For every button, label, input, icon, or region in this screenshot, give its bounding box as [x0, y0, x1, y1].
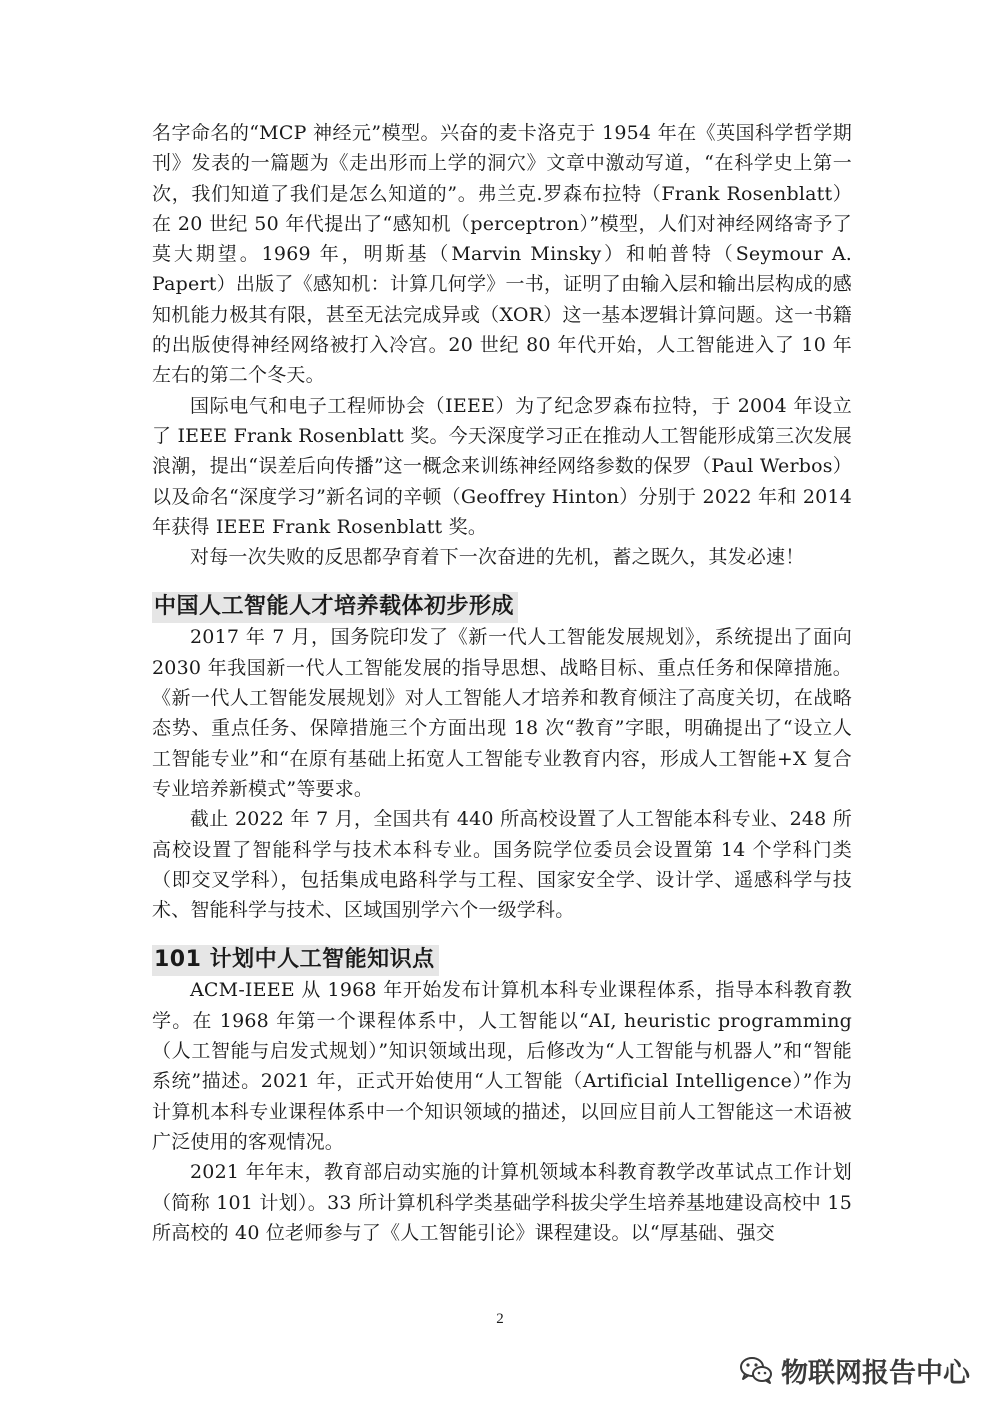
watermark-text: 物联网报告中心 [781, 1357, 970, 1389]
page-number: 2 [496, 1311, 504, 1327]
paragraph: ACM-IEEE 从 1968 年开始发布计算机本科专业课程体系，指导本科教育教学。在 1968 年第一个课程体系中，人工智能以“AI, heuristic programming（人工智能与启发式规划）”知识领域出现，后修改为“人工智能与机器人”和“智能系统”描述。2021 年，正式开始使用“人工智能（Artificial Intelligence）”作为计算机本科专业课程体系中一个知识领域的描述，以回应目前人工智能这一术语被广泛使用的客观情况。 [152, 979, 852, 1153]
section-heading: 101 计划中人工智能知识点 [152, 945, 439, 976]
paragraph: 2017 年 7 月，国务院印发了《新一代人工智能发展规划》，系统提出了面向 2030 年我国新一代人工智能发展的指导思想、战略目标、重点任务和保障措施。《新一代人工智能发展规划》对人工智能人才培养和教育倾注了高度关切，在战略态势、重点任务、保障措施三个方面出现 18 次“教育”字眼，明确提出了“设立人工智能专业”和“在原有基础上拓宽人工智能专业教育内容，形成人工智能+X 复合专业培养新模式”等要求。 [152, 626, 852, 800]
paragraph: 国际电气和电子工程师协会（IEEE）为了纪念罗森布拉特，于 2004 年设立了 IEEE Frank Rosenblatt 奖。今天深度学习正在推动人工智能形成第三次发展浪潮，提出“误差后向传播”这一概念来训练神经网络参数的保罗（Paul Werbos）以及命名“深度学习”新名词的辛顿（Geoffrey Hinton）分别于 2022 年和 2014 年获得 IEEE Frank Rosenblatt 奖。 [152, 394, 852, 538]
paragraph: 对每一次失败的反思都孕育着下一次奋进的先机，蓄之既久，其发必速！ [190, 546, 805, 569]
paragraph: 名字命名的“MCP 神经元”模型。兴奋的麦卡洛克于 1954 年在《英国科学哲学期刊》发表的一篇题为《走出形而上学的洞穴》文章中激动写道，“在科学史上第一次，我们知道了我们是怎么知道的”。弗兰克.罗森布拉特（Frank Rosenblatt）在 20 世纪 50 年代提出了“感知机（perceptron）”模型，人们对神经网络寄予了莫大期望。1969 年，明斯基（Marvin Minsky）和帕普特（Seymour A. Papert）出版了《感知机：计算几何学》一书，证明了由输入层和输出层构成的感知机能力极其有限，甚至无法完成异或（XOR）这一基本逻辑计算问题。这一书籍的出版使得神经网络被打入冷宫。20 世纪 80 年代开始，人工智能进入了 10 年左右的第二个冬天。 [152, 122, 852, 387]
wechat-icon [739, 1355, 773, 1385]
paragraph: 截止 2022 年 7 月，全国共有 440 所高校设置了人工智能本科专业、248 所高校设置了智能科学与技术本科专业。国务院学位委员会设置第 14 个学科门类（即交叉学科），包括集成电路科学与工程、国家安全学、设计学、遥感科学与技术、智能科学与技术、区域国别学六个一级学科。 [152, 808, 852, 922]
document-body [152, 118, 852, 1248]
section-heading-wrapper [152, 592, 852, 622]
section-heading: 中国人工智能人才培养载体初步形成 [152, 592, 518, 623]
watermark [739, 1350, 970, 1390]
section-heading-wrapper [152, 945, 852, 975]
paragraph: 2021 年年末，教育部启动实施的计算机领域本科教育教学改革试点工作计划（简称 101 计划）。33 所计算机科学类基础学科拔尖学生培养基地建设高校中 15 所高校的 40 位老师参与了《人工智能引论》课程建设。以“厚基础、强交 [152, 1161, 852, 1244]
